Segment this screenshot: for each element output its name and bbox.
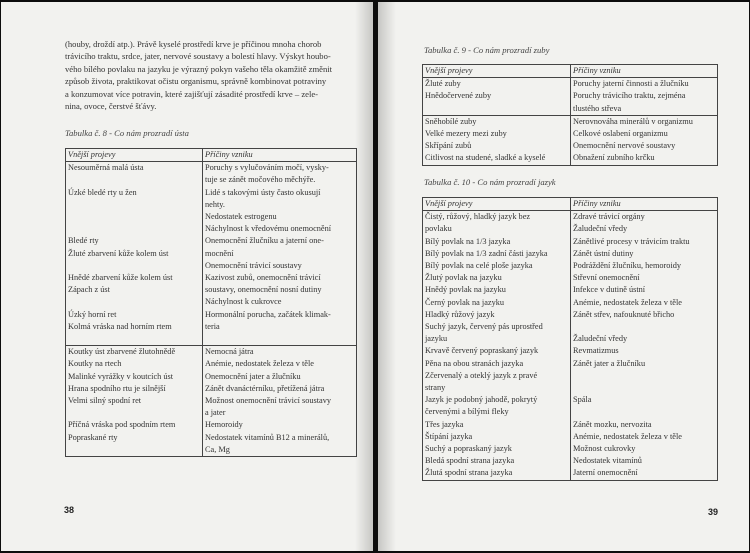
cell-line: Úzký horní ret [68, 309, 117, 319]
header-outer-signs: Vnější projevy [66, 149, 203, 162]
cell-line: Kolmá vráska nad horním rtem [68, 321, 172, 331]
cell-line: Hnědý povlak na jazyku [425, 285, 506, 295]
right-page [378, 2, 749, 551]
cell-line: Bílý povlak na 1/3 zadní části jazyka [425, 248, 548, 258]
cell-line: Černý povlak na jazyku [425, 297, 505, 307]
table-header-row [66, 149, 357, 162]
cell-line: Bledá spodní strana jazyka [425, 456, 515, 466]
header-outer-signs: Vnější projevy [423, 198, 571, 211]
cell-line: Jazyk je podobný jahodě, pokrytý [425, 395, 538, 405]
cell-line: Anémie, nedostatek železa v těle [573, 431, 682, 441]
cell-line: červenými a bílými fleky [425, 407, 509, 417]
intro-line: a konzumovat více potravin, které zajišťují zásadité prostředí krve – zele- [65, 88, 319, 99]
table-row [66, 346, 357, 457]
table-header-row [423, 198, 718, 211]
cell-line: Jaterní onemocnění [573, 468, 638, 478]
outer-signs-cell [423, 115, 571, 165]
cell-line: Bledé rty [68, 236, 99, 246]
table-8-caption: Tabulka č. 8 - Co nám prozradí ústa [65, 128, 189, 138]
cell-line: Spála [573, 395, 592, 405]
cell-line: Popraskané rty [68, 432, 118, 442]
cell-line: Onemocnění trávicí soustavy [205, 260, 302, 270]
cell-line [425, 103, 568, 115]
header-causes: Příčiny vzniku [203, 149, 357, 162]
cell-line: Zčervenalý a oteklý jazyk z pravé [425, 370, 538, 380]
cell-line: Zánětlivé procesy v trávicím traktu [573, 236, 690, 246]
cell-line: Žluté zbarvení kůže kolem úst [68, 248, 169, 258]
intro-line: (houby, droždí atp.). Právě kyselé prostředí krve je příčinou mnoha chorob [65, 39, 322, 49]
cell-line: Možnost cukrovky [573, 444, 636, 454]
cell-line [573, 321, 715, 333]
outer-signs-cell [66, 162, 203, 346]
cell-line: Hnědočervené zuby [425, 91, 492, 101]
table-9-caption: Tabulka č. 9 - Co nám prozradí zuby [424, 45, 550, 55]
cell-line: tuje se zánět močového měchýře. [205, 175, 316, 185]
cell-line: Možnost onemocnění trávicí soustavy [205, 396, 332, 406]
cell-line: strany [425, 383, 446, 393]
cell-line: Kazivost zubů, onemocnění trávicí [205, 273, 321, 283]
intro-line: vého bílého povlaku na jazyku je výrazný pokyn vašeho těla okamžitě změnit [65, 63, 333, 74]
cell-line: Sněhobílé zuby [425, 116, 477, 126]
cell-line: Podráždění žlučníku, hemoroidy [573, 261, 682, 271]
cell-line [573, 370, 715, 382]
table-row [66, 162, 357, 346]
cell-line: Celkové oslabení organizmu [573, 129, 668, 139]
cell-line: soustavy, onemocnění nosní dutiny [205, 285, 322, 295]
cell-line: Poruchy jaterní činnosti a žlučníku [573, 79, 689, 89]
cell-line: Bílý povlak na 1/3 jazyka [425, 236, 511, 246]
cell-line [573, 382, 715, 394]
cell-line: Štípání jazyka [425, 431, 473, 441]
table-row [423, 211, 718, 480]
header-causes: Příčiny vzniku [571, 65, 718, 78]
cell-line: Hemoroidy [205, 420, 243, 430]
cell-line: Zánět střev, nafouknuté břicho [573, 309, 675, 319]
cell-line: Žaludeční vředy [573, 334, 628, 344]
cell-line [68, 333, 200, 345]
causes-cell [203, 346, 357, 457]
cell-line: Hnědé zbarvení kůže kolem úst [68, 273, 173, 283]
cell-line: Suchý a popraskaný jazyk [425, 444, 512, 454]
cell-line: Nedostatek estrogenu [205, 212, 277, 222]
cell-line: Čistý, růžový, hladký jazyk bez [425, 212, 531, 222]
cell-line: Nedostatek vitamínů B12 a minerálů, [205, 432, 330, 442]
cell-line: Lidé s takovými ústy často okusují [205, 187, 321, 197]
table-10-tongue [422, 197, 718, 481]
cell-line: Příčná vráska pod spodním rtem [68, 420, 176, 430]
cell-line: nehty. [205, 199, 225, 209]
cell-line: Nesouměrná malá ústa [68, 163, 144, 173]
cell-line: Koutky úst zbarvené žlutohnědě [68, 347, 176, 357]
cell-line: Obnažení zubního krčku [573, 153, 655, 163]
cell-line: Žaludeční vředy [573, 224, 628, 234]
cell-line: Onemocnění jater a žlučníku [205, 371, 301, 381]
header-causes: Příčiny vzniku [571, 198, 718, 211]
cell-line: Koutky na rtech [68, 359, 122, 369]
table-8-mouth [65, 148, 357, 457]
cell-line: Nedostatek vitamínů [573, 456, 642, 466]
cell-line [68, 407, 200, 419]
table-row [423, 115, 718, 165]
table-10-caption: Tabulka č. 10 - Co nám prozradí jazyk [424, 177, 556, 187]
cell-line: Náchylnost k cukrovce [205, 297, 282, 307]
cell-line: teria [205, 321, 220, 331]
cell-line: Zánět jater a žlučníku [573, 358, 646, 368]
cell-line: Zdravé trávicí orgány [573, 212, 645, 222]
page-number-left: 38 [64, 505, 75, 515]
outer-signs-cell [66, 346, 203, 457]
cell-line: Nerovnováha minerálů v organizmu [573, 116, 693, 126]
cell-line: Citlivost na studené, sladké a kyselé [425, 153, 546, 163]
intro-paragraph [65, 38, 361, 112]
cell-line: Pěna na obou stranách jazyka [425, 358, 524, 368]
intro-line: způsob života, praktikovat očistu organismu, správně kombinovat potraviny [65, 76, 327, 87]
cell-line: Hladký růžový jazyk [425, 309, 495, 319]
cell-line: Poruchy trávicího traktu, zejména [573, 91, 686, 101]
cell-line [68, 174, 200, 186]
cell-line: Zánět ústní dutiny [573, 248, 634, 258]
cell-line: Onemocnění nervové soustavy [573, 141, 676, 151]
cell-line: Ca, Mg [205, 444, 230, 454]
cell-line: mocnění [205, 248, 234, 258]
causes-cell [571, 211, 718, 480]
outer-signs-cell [423, 78, 571, 116]
cell-line [68, 260, 200, 272]
cell-line: Suchý jazyk, červený pás uprostřed [425, 322, 543, 332]
cell-line: jazyku [425, 334, 448, 344]
cell-line: Hrana spodního rtu je silnější [68, 383, 166, 393]
cell-line: Žlutá spodní strana jazyka [425, 468, 513, 478]
table-row [423, 78, 718, 116]
cell-line: tlustého střeva [573, 103, 622, 113]
left-page [1, 2, 373, 551]
outer-signs-cell [423, 211, 571, 480]
cell-line: Infekce v dutině ústní [573, 285, 646, 295]
cell-line: Úzké bledé rty u žen [68, 187, 137, 197]
cell-line: Náchylnost k vředovému onemocnění [205, 224, 332, 234]
cell-line: povlaku [425, 224, 452, 234]
intro-line: nina, ovoce, čerstvé šťávy. [65, 101, 157, 112]
cell-line [68, 211, 200, 223]
cell-line [68, 199, 200, 211]
cell-line: Žluté zuby [425, 79, 461, 89]
cell-line: Krvavě červený popraskaný jazyk [425, 346, 539, 356]
cell-line: Hormonální porucha, začátek klimak- [205, 309, 331, 319]
causes-cell [571, 115, 718, 165]
cell-line: Anémie, nedostatek železa v těle [573, 297, 682, 307]
cell-line: Zápach z úst [68, 285, 110, 295]
cell-line: Nemocná játra [205, 347, 254, 357]
table-header-row [423, 65, 718, 78]
cell-line: Anémie, nedostatek železa v těle [205, 359, 314, 369]
header-outer-signs: Vnější projevy [423, 65, 571, 78]
cell-line: Skřípání zubů [425, 141, 472, 151]
cell-line: Onemocnění žlučníku a jaterní one- [205, 236, 324, 246]
cell-line: Žlutý povlak na jazyku [425, 273, 502, 283]
cell-line [68, 223, 200, 235]
cell-line: Zánět mozku, nervozita [573, 419, 652, 429]
cell-line [573, 406, 715, 418]
cell-line: Malinké vyrážky v koutcích úst [68, 371, 174, 381]
cell-line: Poruchy s vylučováním močí, vysky- [205, 163, 329, 173]
cell-line: Bílý povlak na celé ploše jazyka [425, 261, 533, 271]
cell-line [68, 296, 200, 308]
cell-line: Velké mezery mezi zuby [425, 129, 507, 139]
causes-cell [571, 78, 718, 116]
cell-line: Velmi silný spodní ret [68, 396, 142, 406]
cell-line: Třes jazyka [425, 419, 464, 429]
page-number-right: 39 [708, 507, 719, 517]
causes-cell [203, 162, 357, 346]
intro-line: trávicího traktu, srdce, jater, nervové soustavy a bolestí hlavy. Výskyt houbo- [65, 51, 331, 62]
cell-line: Revmatizmus [573, 346, 619, 356]
table-9-teeth [422, 64, 718, 166]
cell-line: Střevní onemocnění [573, 273, 640, 283]
cell-line: Zánět dvanáctérníku, přetížená játra [205, 383, 325, 393]
cell-line: a jater [205, 408, 226, 418]
